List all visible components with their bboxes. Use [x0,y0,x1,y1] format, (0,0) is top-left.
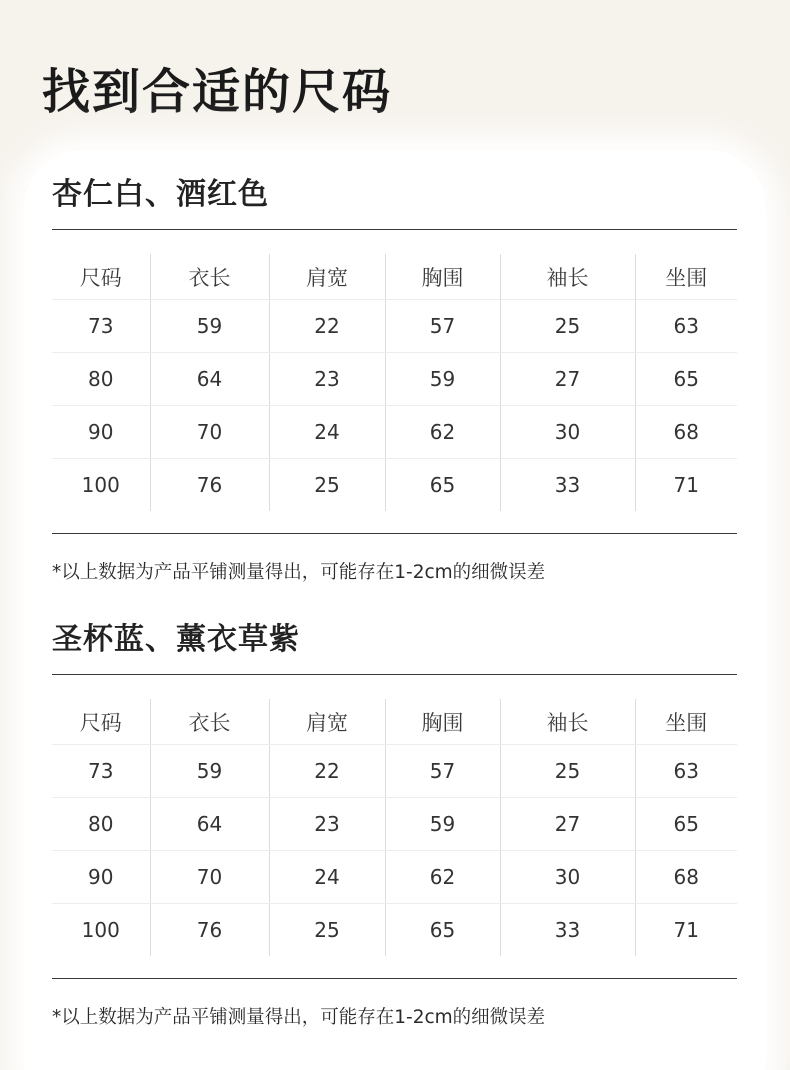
table-row [52,904,737,957]
table-cell: 68 [635,406,737,459]
divider [52,533,737,534]
table-cell: 22 [269,300,385,353]
table-header-row [52,254,737,300]
measurement-note: *以上数据为产品平铺测量得出，可能存在1-2cm的细微误差 [52,562,546,583]
table-cell: 90 [52,851,150,904]
table-cell: 30 [500,406,635,459]
table-cell: 63 [635,745,737,798]
table-row [52,353,737,406]
table-cell: 71 [635,459,737,512]
column-header: 衣长 [150,699,269,745]
table-cell: 24 [269,406,385,459]
section-title: 圣杯蓝、薰衣草紫 [52,622,300,657]
column-header: 肩宽 [269,254,385,300]
table-cell: 73 [52,300,150,353]
table-cell: 23 [269,798,385,851]
table-cell: 57 [385,300,500,353]
table-cell: 65 [635,353,737,406]
column-header: 胸围 [385,254,500,300]
size-section-2 [52,620,737,1050]
table-cell: 70 [150,851,269,904]
table-cell: 65 [635,798,737,851]
table-row [52,459,737,512]
table-row [52,798,737,851]
column-header: 坐围 [635,254,737,300]
size-section-1 [52,175,737,605]
table-cell: 23 [269,353,385,406]
table-cell: 68 [635,851,737,904]
table-cell: 62 [385,851,500,904]
table-cell: 59 [150,300,269,353]
size-table [52,254,737,511]
table-cell: 27 [500,798,635,851]
column-header: 肩宽 [269,699,385,745]
table-row [52,745,737,798]
page-title: 找到合适的尺码 [42,64,393,120]
table-cell: 76 [150,459,269,512]
table-cell: 100 [81,473,120,497]
column-header: 袖长 [500,699,635,745]
table-row [52,300,737,353]
size-table [52,699,737,956]
table-cell: 64 [150,353,269,406]
table-cell: 22 [269,745,385,798]
column-header: 袖长 [500,254,635,300]
table-cell: 30 [500,851,635,904]
table-cell: 33 [500,459,635,512]
table-cell: 25 [500,300,635,353]
column-header: 坐围 [635,699,737,745]
table-cell: 71 [635,904,737,957]
table-cell: 64 [150,798,269,851]
table-cell: 65 [385,459,500,512]
table-cell: 73 [52,745,150,798]
divider [52,978,737,979]
table-cell: 59 [385,798,500,851]
table-cell: 59 [385,353,500,406]
column-header: 胸围 [385,699,500,745]
column-header: 尺码 [52,699,150,745]
divider [52,674,737,675]
table-cell: 25 [500,745,635,798]
column-header: 衣长 [150,254,269,300]
table-cell: 80 [52,798,150,851]
table-cell: 25 [269,904,385,957]
table-cell: 24 [269,851,385,904]
table-cell: 65 [385,904,500,957]
measurement-note: *以上数据为产品平铺测量得出，可能存在1-2cm的细微误差 [52,1007,546,1028]
table-cell: 57 [385,745,500,798]
divider [52,229,737,230]
table-cell: 80 [52,353,150,406]
table-cell: 25 [269,459,385,512]
table-cell: 59 [150,745,269,798]
column-header: 尺码 [52,254,150,300]
table-cell: 70 [150,406,269,459]
table-cell: 76 [150,904,269,957]
table-cell: 100 [81,918,120,942]
table-cell: 33 [500,904,635,957]
table-header-row [52,699,737,745]
section-title: 杏仁白、酒红色 [52,177,269,212]
table-cell: 63 [635,300,737,353]
table-cell: 62 [385,406,500,459]
table-row [52,406,737,459]
table-cell: 27 [500,353,635,406]
table-cell: 90 [52,406,150,459]
table-row [52,851,737,904]
